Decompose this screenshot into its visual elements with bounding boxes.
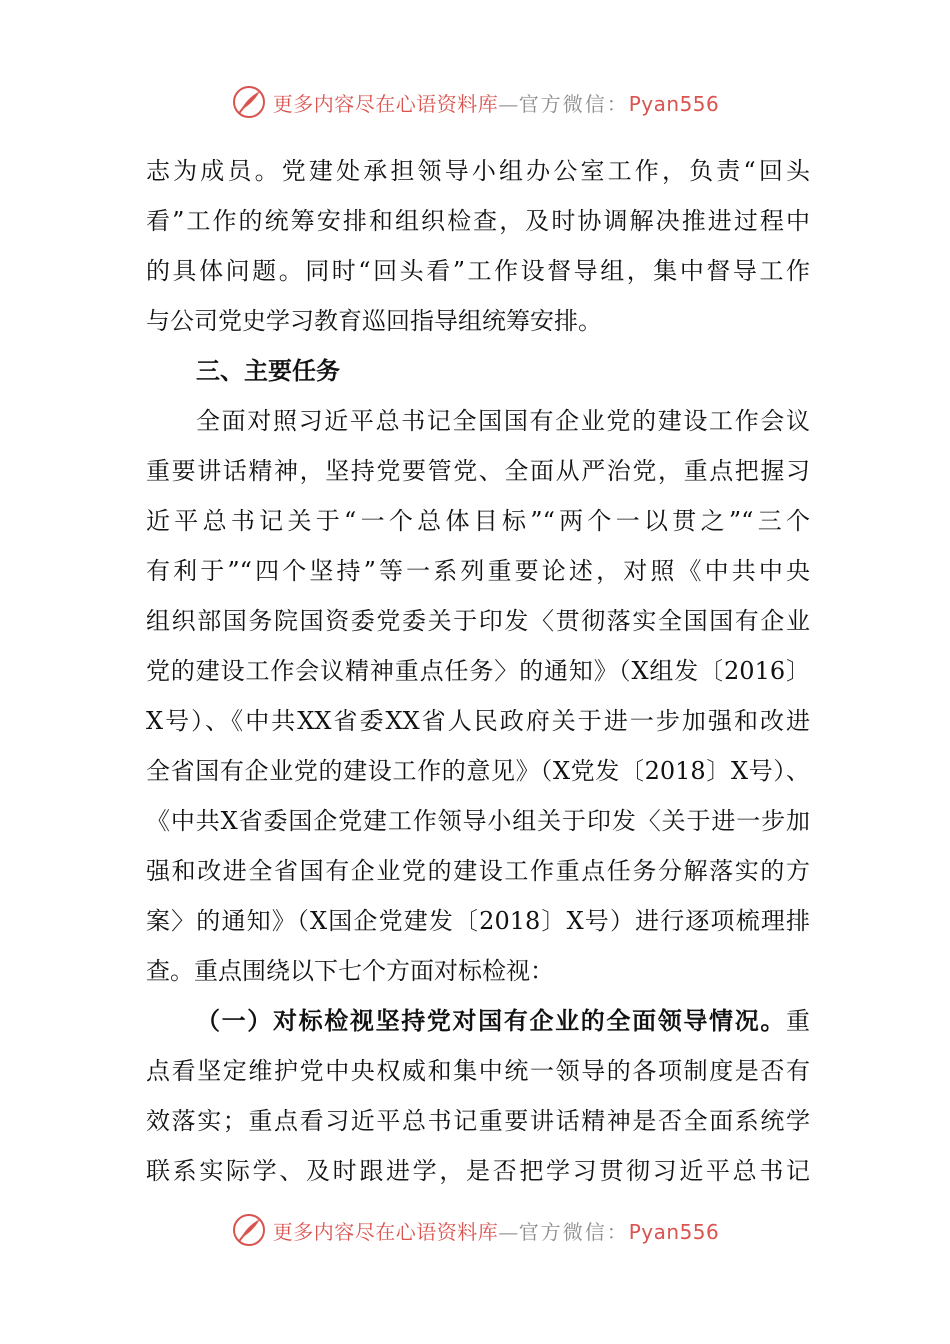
watermark-label: 官方微信： [518, 91, 629, 116]
subsection-title: （一）对标检视坚持党对国有企业的全面领导情况。 [196, 1007, 786, 1035]
watermark-separator: — [498, 1219, 519, 1244]
watermark-id: Pyan556 [628, 1219, 720, 1244]
watermark-separator: — [498, 91, 519, 116]
watermark-text [273, 88, 720, 117]
paragraph-line: 联系实际学、及时跟进学，是否把学习贯彻习近平总书记 [146, 1157, 810, 1185]
paragraph-line: X号）、《中共XX省委XX省人民政府关于进一步加强和改进 [146, 707, 810, 735]
paragraph-line: 组织部国务院国资委党委关于印发〈贯彻落实全国国有企业 [146, 607, 810, 635]
quill-logo-icon [231, 1212, 267, 1248]
paragraph-line: 查。重点围绕以下七个方面对标检视： [146, 957, 554, 985]
paragraph-line: 与公司党史学习教育巡回指导组统筹安排。 [146, 307, 602, 335]
watermark-title: 更多内容尽在心语资料库 [272, 91, 499, 116]
watermark-title: 更多内容尽在心语资料库 [272, 1219, 499, 1244]
paragraph-line: 效落实；重点看习近平总书记重要讲话精神是否全面系统学 [146, 1107, 810, 1135]
paragraph-line: 重要讲话精神，坚持党要管党、全面从严治党，重点把握习 [146, 457, 810, 485]
paragraph-line: 有利于”“四个坚持”等一系列重要论述，对照《中共中央 [146, 557, 810, 585]
paragraph-line: 志为成员。党建处承担领导小组办公室工作，负责“回头 [146, 157, 810, 185]
document-body [146, 146, 810, 1196]
watermark-id: Pyan556 [628, 91, 720, 116]
quill-logo-icon [231, 84, 267, 120]
paragraph-line: 近平总书记关于“一个总体目标”“两个一以贯之”“三个 [146, 507, 810, 535]
section-heading: 三、主要任务 [196, 357, 340, 385]
paragraph-line [146, 996, 810, 1046]
paragraph-line: 的具体问题。同时“回头看”工作设督导组，集中督导工作 [146, 257, 810, 285]
paragraph-line: 《中共X省委国企党建工作领导小组关于印发〈关于进一步加 [146, 807, 810, 835]
paragraph-line: 党的建设工作会议精神重点任务〉的通知》（X组发〔2016〕 [146, 657, 810, 685]
watermark-label: 官方微信： [518, 1219, 629, 1244]
paragraph-line: 看”工作的统筹安排和组织检查，及时协调解决推进过程中 [146, 207, 810, 235]
paragraph-text: 重 [786, 1007, 810, 1035]
paragraph-line: 强和改进全省国有企业党的建设工作重点任务分解落实的方 [146, 857, 810, 885]
paragraph-line: 点看坚定维护党中央权威和集中统一领导的各项制度是否有 [146, 1057, 810, 1085]
watermark-header [0, 82, 950, 122]
paragraph-line: 全面对照习近平总书记全国国有企业党的建设工作会议 [196, 407, 810, 435]
paragraph-line: 案〉的通知》（X国企党建发〔2018〕X号）进行逐项梳理排 [146, 907, 810, 935]
watermark-footer [0, 1210, 950, 1250]
paragraph-line: 全省国有企业党的建设工作的意见》（X党发〔2018〕X号）、 [146, 757, 810, 785]
watermark-text [273, 1216, 720, 1245]
